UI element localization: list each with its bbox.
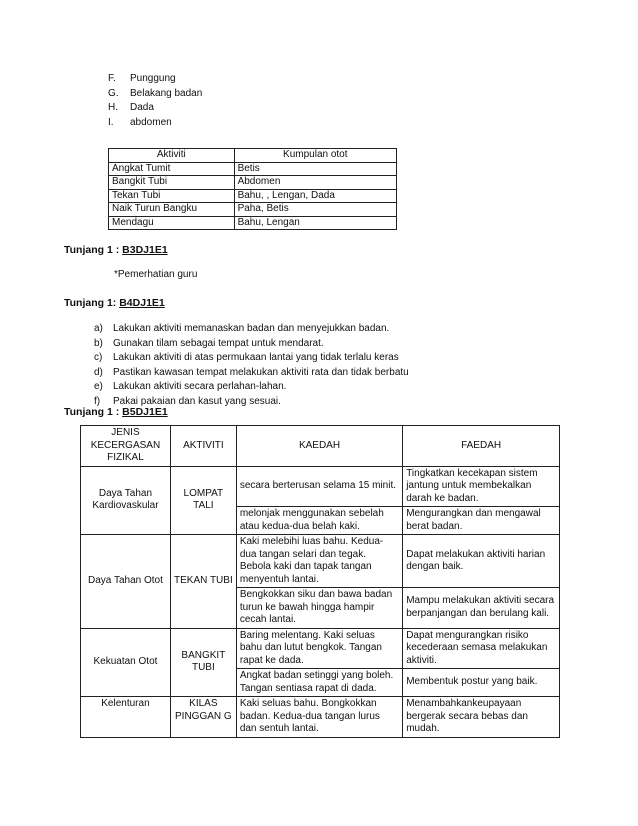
- benefit-cell: Mampu melakukan aktiviti secara berpanjangan dan berulang kali.: [403, 588, 560, 629]
- teacher-note: *Pemerhatian guru: [114, 269, 198, 280]
- table-row: [109, 189, 397, 203]
- list-text: Dada: [130, 102, 154, 113]
- method-cell: Bengkokkan siku dan bawa badan turun ke bawah hingga hampir cecah lantai.: [236, 588, 402, 629]
- list-marker: c): [94, 352, 103, 363]
- activity-cell: LOMPAT TALI: [170, 466, 236, 535]
- list-marker: a): [94, 323, 103, 334]
- header-cell: Kumpulan otot: [234, 149, 396, 163]
- benefit-cell: Mengurangkan dan mengawal berat badan.: [403, 507, 560, 535]
- section-code: B3DJ1E1: [122, 244, 168, 256]
- benefit-cell: Dapat mengurangkan risiko kecederaan semasa melakukan aktiviti.: [403, 628, 560, 669]
- activity-cell: TEKAN TUBI: [170, 535, 236, 629]
- table-row: [109, 203, 397, 217]
- benefit-cell: Tingkatkan kecekapan sistem jantung untuk membekalkan darah ke badan.: [403, 466, 560, 507]
- table-cell: Bahu, , Lengan, Dada: [234, 189, 396, 203]
- method-cell: melonjak menggunakan sebelah atau kedua-dua belah kaki.: [236, 507, 402, 535]
- activity-cell: KILAS PINGGAN G: [170, 697, 236, 738]
- list-item: [94, 337, 409, 352]
- section-heading: [64, 244, 168, 256]
- table-cell: Abdomen: [234, 176, 396, 190]
- list-item: [108, 101, 202, 116]
- list-text: Belakang badan: [130, 87, 203, 99]
- section-code: B4DJ1E1: [119, 297, 165, 309]
- table-cell: Betis: [234, 162, 396, 176]
- table-row: [81, 535, 560, 588]
- header-cell: JENIS KECERGASAN FIZIKAL: [81, 426, 171, 467]
- safety-list: [94, 322, 409, 409]
- list-item: [108, 87, 202, 102]
- header-cell: FAEDAH: [403, 426, 560, 467]
- list-text: abdomen: [130, 116, 172, 128]
- header-cell: KAEDAH: [236, 426, 402, 467]
- activity-muscle-table: [108, 148, 397, 230]
- list-marker: b): [94, 337, 103, 349]
- table-row: [109, 162, 397, 176]
- fitness-type-cell: Kelenturan: [81, 697, 171, 738]
- list-marker: f): [94, 395, 101, 407]
- list-item: [94, 322, 409, 337]
- list-text: Lakukan aktiviti secara perlahan-lahan.: [113, 381, 287, 392]
- fitness-table: [80, 425, 560, 738]
- benefit-cell: Menambahkankeupayaan bergerak secara bebas dan mudah.: [403, 697, 560, 738]
- list-marker: I.: [108, 116, 114, 128]
- list-item: [94, 366, 409, 381]
- list-item: [108, 72, 202, 87]
- fitness-type-cell: Daya Tahan Kardiovaskular: [81, 466, 171, 535]
- table-row: [81, 697, 560, 738]
- method-cell: secara berterusan selama 15 minit.: [236, 466, 402, 507]
- list-marker: d): [94, 366, 103, 378]
- method-cell: Baring melentang. Kaki seluas bahu dan lutut bengkok. Tangan rapat ke dada.: [236, 628, 402, 669]
- table-cell: Naik Turun Bangku: [109, 203, 235, 217]
- table-row: [109, 216, 397, 230]
- table-cell: Bahu, Lengan: [234, 216, 396, 230]
- method-cell: Angkat badan setinggi yang boleh. Tangan sentiasa rapat di dada.: [236, 669, 402, 697]
- benefit-cell: Dapat melakukan aktiviti harian dengan baik.: [403, 535, 560, 588]
- table-header-row: [81, 426, 560, 467]
- list-marker: e): [94, 381, 103, 392]
- table-cell: Mendagu: [109, 216, 235, 230]
- section-label: Tunjang 1 :: [64, 406, 123, 418]
- table-row: [109, 176, 397, 190]
- method-cell: Kaki seluas bahu. Bongkokkan badan. Kedua-dua tangan lurus dan sentuh lantai.: [236, 697, 402, 738]
- list-text: Gunakan tilam sebagai tempat untuk mendarat.: [113, 337, 324, 349]
- table-cell: Paha, Betis: [234, 203, 396, 217]
- table-cell: Angkat Tumit: [109, 162, 235, 176]
- activity-cell: BANGKIT TUBI: [170, 628, 236, 697]
- table-cell: Tekan Tubi: [109, 189, 235, 203]
- section-heading: [64, 406, 168, 418]
- list-marker: G.: [108, 87, 119, 99]
- list-text: Lakukan aktiviti di atas permukaan lantai yang tidak terlalu keras: [113, 352, 399, 363]
- list-marker: F.: [108, 73, 116, 84]
- list-text: Pastikan kawasan tempat melakukan aktiviti rata dan tidak berbatu: [113, 366, 409, 378]
- benefit-cell: Membentuk postur yang baik.: [403, 669, 560, 697]
- section-heading: [64, 297, 165, 309]
- list-item: [94, 380, 409, 395]
- header-cell: Aktiviti: [109, 149, 235, 163]
- list-text: Punggung: [130, 73, 176, 84]
- header-cell: AKTIVITI: [170, 426, 236, 467]
- section-label: Tunjang 1 :: [64, 244, 123, 256]
- table-header-row: [109, 149, 397, 163]
- table-row: [81, 466, 560, 507]
- muscle-list: [108, 72, 202, 130]
- section-code: B5DJ1E1: [122, 406, 168, 418]
- section-label: Tunjang 1:: [64, 297, 120, 309]
- fitness-type-cell: Kekuatan Otot: [81, 628, 171, 697]
- list-text: Pakai pakaian dan kasut yang sesuai.: [113, 395, 281, 407]
- table-row: [81, 628, 560, 669]
- list-item: [94, 351, 409, 366]
- table-cell: Bangkit Tubi: [109, 176, 235, 190]
- fitness-type-cell: Daya Tahan Otot: [81, 535, 171, 629]
- list-marker: H.: [108, 102, 118, 113]
- method-cell: Kaki melebihi luas bahu. Kedua-dua tangan selari dan tegak. Bebola kaki dan tapak tangan menyentuh lantai.: [236, 535, 402, 588]
- list-text: Lakukan aktiviti memanaskan badan dan menyejukkan badan.: [113, 323, 390, 334]
- list-item: [108, 116, 202, 131]
